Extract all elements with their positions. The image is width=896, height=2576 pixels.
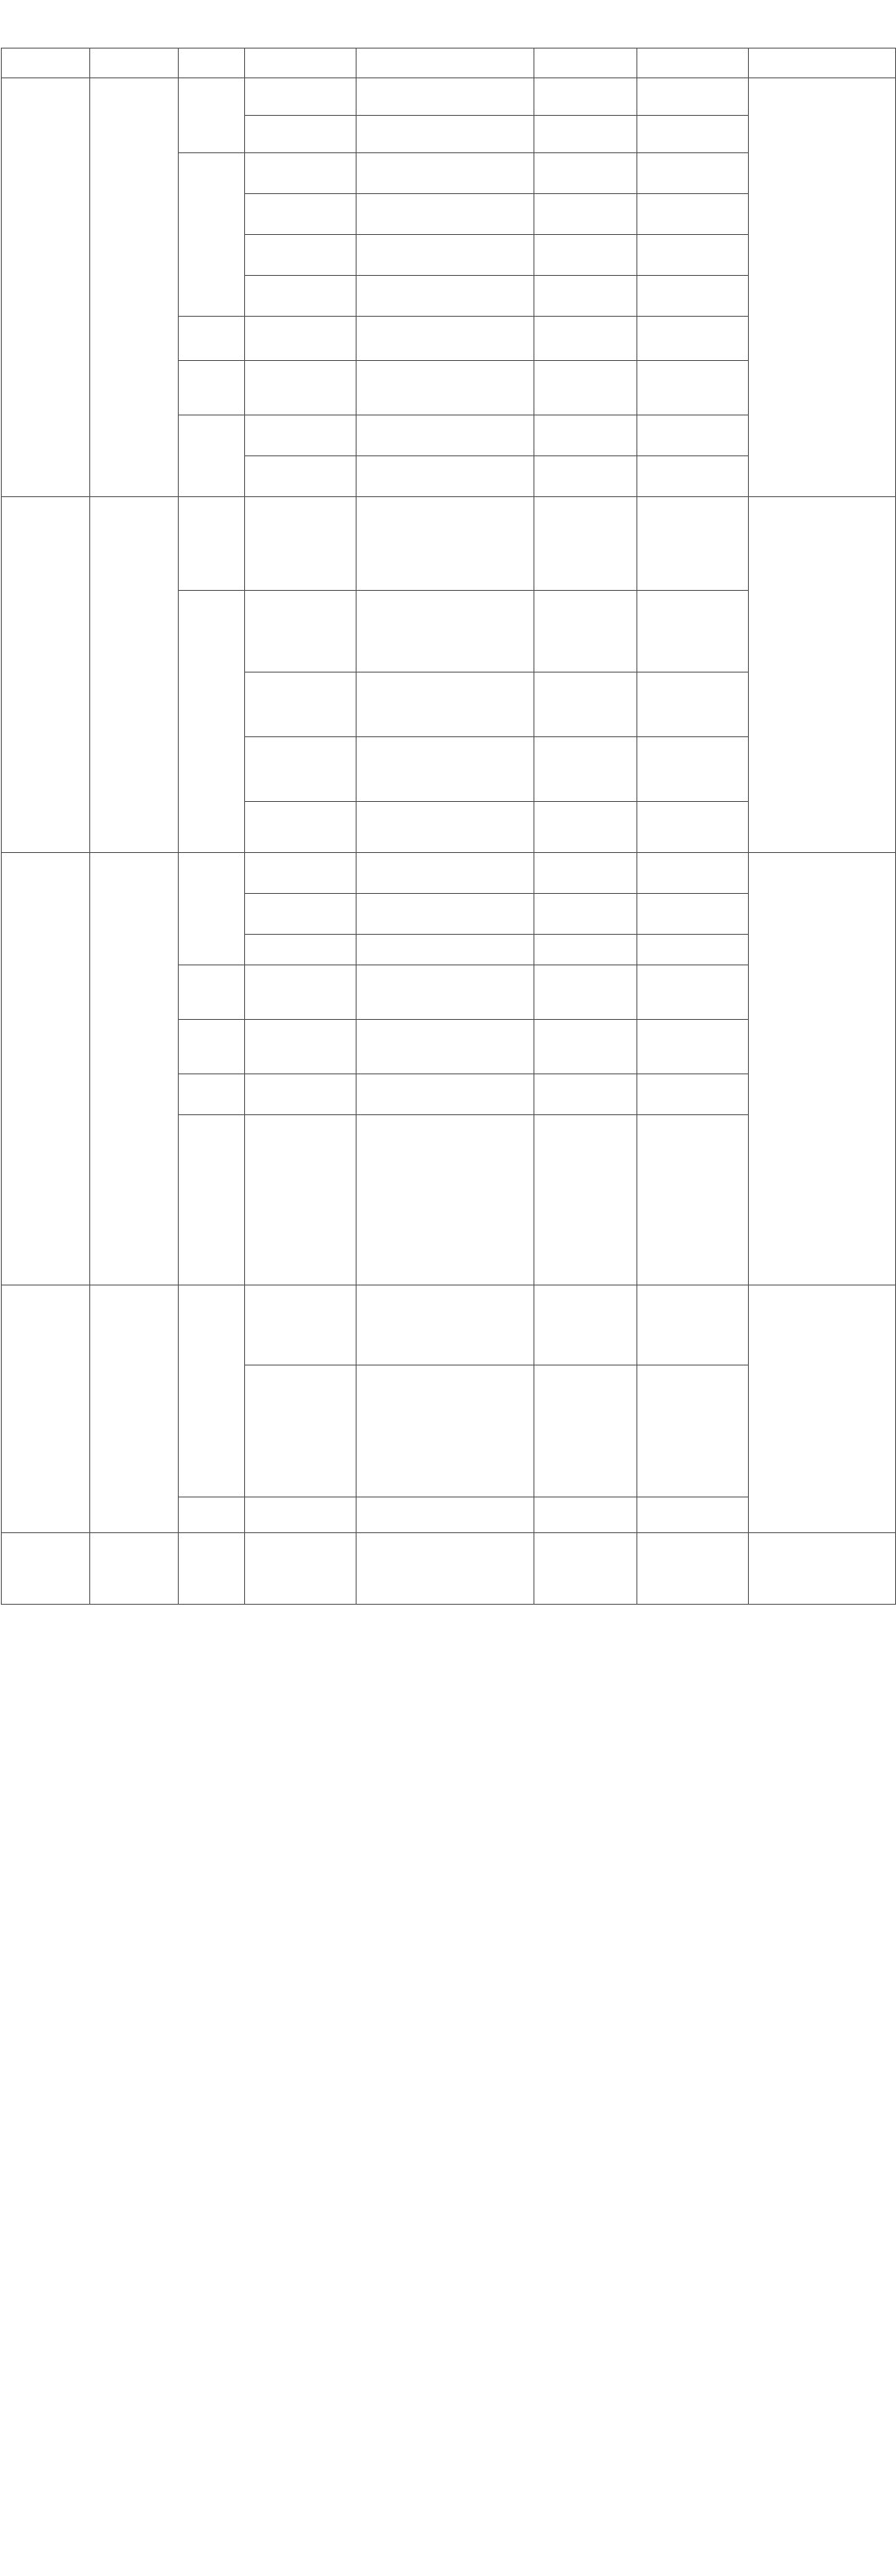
time-cell <box>534 1285 637 1365</box>
freq-cell <box>637 361 749 415</box>
time-cell <box>534 235 637 276</box>
header-cell <box>245 49 357 78</box>
table-header-row <box>2 49 896 78</box>
table-row <box>2 78 896 116</box>
time-cell <box>534 935 637 965</box>
time-cell <box>534 965 637 1020</box>
level2-cell <box>179 1285 245 1497</box>
item-cell <box>245 1365 357 1497</box>
level2-cell <box>179 78 245 153</box>
content-cell <box>357 456 534 497</box>
content-cell <box>357 116 534 153</box>
time-cell <box>534 456 637 497</box>
content-cell <box>357 276 534 317</box>
disclosure-table <box>1 48 896 1605</box>
freq-cell <box>637 1074 749 1115</box>
category-cell <box>2 1285 90 1533</box>
content-cell <box>357 802 534 853</box>
time-cell <box>534 361 637 415</box>
item-cell <box>245 235 357 276</box>
time-cell <box>534 116 637 153</box>
item-cell <box>245 935 357 965</box>
content-cell <box>357 853 534 894</box>
time-cell <box>534 853 637 894</box>
time-cell <box>534 497 637 591</box>
header-cell <box>637 49 749 78</box>
freq-cell <box>637 935 749 965</box>
freq-cell <box>637 673 749 737</box>
time-cell <box>534 153 637 194</box>
item-cell <box>245 317 357 361</box>
time-cell <box>534 78 637 116</box>
form-cell <box>749 1533 896 1605</box>
level2-cell <box>179 591 245 853</box>
content-cell <box>357 194 534 235</box>
item-cell <box>245 78 357 116</box>
level2-cell <box>179 317 245 361</box>
content-cell <box>357 153 534 194</box>
time-cell <box>534 1115 637 1285</box>
form-cell <box>749 497 896 853</box>
freq-cell <box>637 965 749 1020</box>
item-cell <box>245 1020 357 1074</box>
table-row <box>2 1285 896 1365</box>
item-cell <box>245 153 357 194</box>
level2-cell <box>179 415 245 497</box>
level2-cell <box>179 1115 245 1285</box>
item-cell <box>245 116 357 153</box>
content-cell <box>357 1115 534 1285</box>
header-cell <box>534 49 637 78</box>
freq-cell <box>637 276 749 317</box>
time-cell <box>534 1365 637 1497</box>
time-cell <box>534 194 637 235</box>
level1-cell <box>90 1533 179 1605</box>
item-cell <box>245 1074 357 1115</box>
table-row <box>2 497 896 591</box>
content-cell <box>357 1020 534 1074</box>
header-cell <box>749 49 896 78</box>
time-cell <box>534 737 637 802</box>
level2-cell <box>179 853 245 965</box>
item-cell <box>245 673 357 737</box>
item-cell <box>245 1115 357 1285</box>
header-cell <box>357 49 534 78</box>
time-cell <box>534 1533 637 1605</box>
freq-cell <box>637 456 749 497</box>
content-cell <box>357 591 534 673</box>
category-cell <box>2 1533 90 1605</box>
freq-cell <box>637 1115 749 1285</box>
time-cell <box>534 317 637 361</box>
content-cell <box>357 935 534 965</box>
item-cell <box>245 456 357 497</box>
item-cell <box>245 415 357 456</box>
content-cell <box>357 415 534 456</box>
header-cell <box>179 49 245 78</box>
time-cell <box>534 802 637 853</box>
level2-cell <box>179 1497 245 1533</box>
category-cell <box>2 78 90 497</box>
level1-cell <box>90 78 179 497</box>
content-cell <box>357 1285 534 1365</box>
content-cell <box>357 1074 534 1115</box>
item-cell <box>245 497 357 591</box>
table-row <box>2 853 896 894</box>
item-cell <box>245 1533 357 1605</box>
time-cell <box>534 591 637 673</box>
level2-cell <box>179 497 245 591</box>
item-cell <box>245 894 357 935</box>
content-cell <box>357 235 534 276</box>
item-cell <box>245 1285 357 1365</box>
time-cell <box>534 1074 637 1115</box>
freq-cell <box>637 1285 749 1365</box>
item-cell <box>245 1497 357 1533</box>
page-title <box>0 0 896 48</box>
freq-cell <box>637 853 749 894</box>
freq-cell <box>637 737 749 802</box>
form-cell <box>749 1285 896 1533</box>
form-cell <box>749 78 896 497</box>
level1-cell <box>90 853 179 1285</box>
content-cell <box>357 737 534 802</box>
content-cell <box>357 317 534 361</box>
time-cell <box>534 673 637 737</box>
content-cell <box>357 78 534 116</box>
time-cell <box>534 276 637 317</box>
item-cell <box>245 802 357 853</box>
item-cell <box>245 194 357 235</box>
item-cell <box>245 853 357 894</box>
freq-cell <box>637 1497 749 1533</box>
content-cell <box>357 965 534 1020</box>
level2-cell <box>179 1074 245 1115</box>
freq-cell <box>637 116 749 153</box>
freq-cell <box>637 1533 749 1605</box>
freq-cell <box>637 1020 749 1074</box>
level2-cell <box>179 153 245 317</box>
content-cell <box>357 497 534 591</box>
content-cell <box>357 1497 534 1533</box>
item-cell <box>245 591 357 673</box>
category-cell <box>2 853 90 1285</box>
content-cell <box>357 894 534 935</box>
freq-cell <box>637 78 749 116</box>
time-cell <box>534 894 637 935</box>
item-cell <box>245 276 357 317</box>
freq-cell <box>637 235 749 276</box>
form-cell <box>749 853 896 1285</box>
level2-cell <box>179 1020 245 1074</box>
item-cell <box>245 737 357 802</box>
freq-cell <box>637 194 749 235</box>
time-cell <box>534 1020 637 1074</box>
freq-cell <box>637 802 749 853</box>
level2-cell <box>179 361 245 415</box>
freq-cell <box>637 497 749 591</box>
level2-cell <box>179 965 245 1020</box>
level2-cell <box>179 1533 245 1605</box>
content-cell <box>357 361 534 415</box>
content-cell <box>357 1365 534 1497</box>
freq-cell <box>637 317 749 361</box>
freq-cell <box>637 415 749 456</box>
header-cell <box>90 49 179 78</box>
table-body <box>2 78 896 1605</box>
item-cell <box>245 965 357 1020</box>
freq-cell <box>637 591 749 673</box>
time-cell <box>534 1497 637 1533</box>
time-cell <box>534 415 637 456</box>
header-cell <box>2 49 90 78</box>
content-cell <box>357 1533 534 1605</box>
freq-cell <box>637 894 749 935</box>
freq-cell <box>637 153 749 194</box>
content-cell <box>357 673 534 737</box>
freq-cell <box>637 1365 749 1497</box>
level1-cell <box>90 497 179 853</box>
level1-cell <box>90 1285 179 1533</box>
table-row <box>2 1533 896 1605</box>
item-cell <box>245 361 357 415</box>
category-cell <box>2 497 90 853</box>
